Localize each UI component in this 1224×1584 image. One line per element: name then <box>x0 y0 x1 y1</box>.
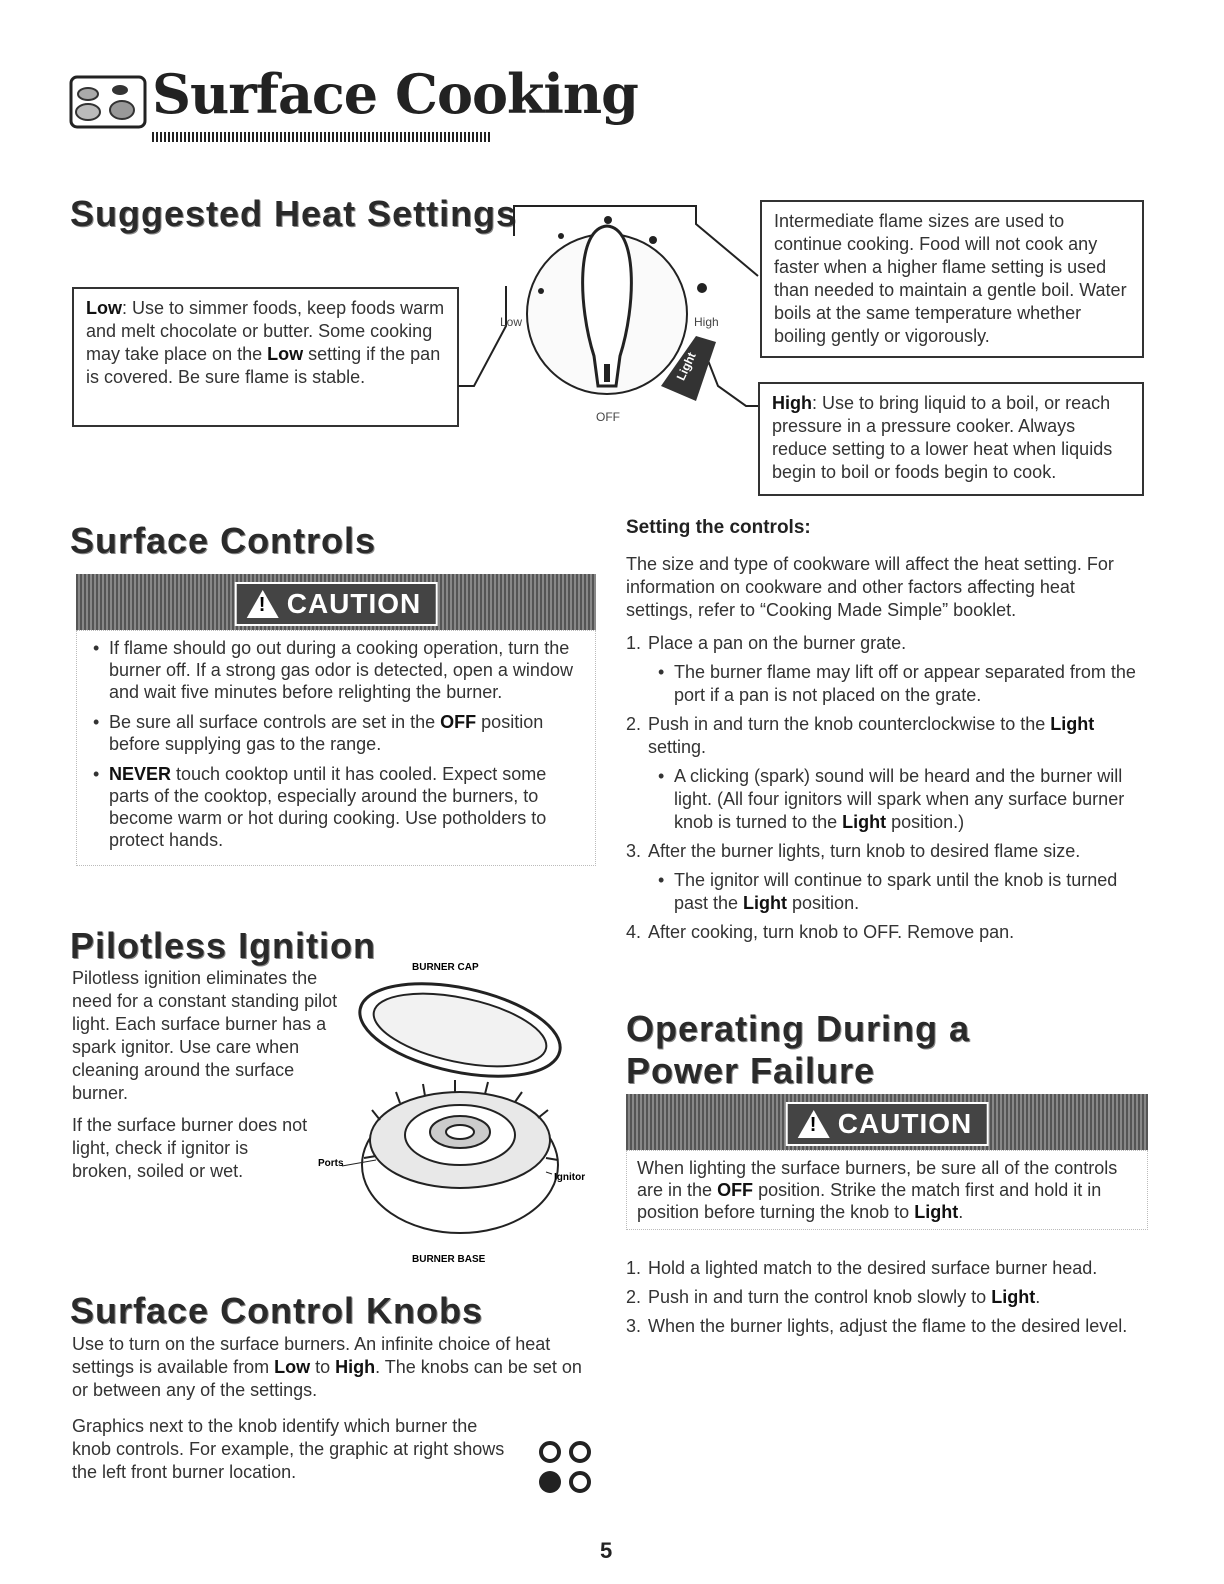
warning-icon: ! <box>247 590 279 618</box>
knob-low-label: Low <box>500 315 523 329</box>
cooktop-icon <box>68 74 148 130</box>
page-number: 5 <box>600 1538 613 1563</box>
high-setting-box <box>758 382 1144 496</box>
step-item: 1. Hold a lighted match to the desired surface burner head. <box>626 1258 1098 1278</box>
power-heading <box>626 1008 970 1092</box>
knobs-p2: Graphics next to the knob identify which burner the knob controls. For example, the graphic at right shows the left front burner location. <box>72 1416 505 1482</box>
step-note: • The burner flame may lift off or appear separated from the port if a pan is not placed on the grate. <box>648 661 1146 707</box>
power-steps <box>626 1257 1146 1344</box>
step-item: 1. Place a pan on the burner grate. • The burner flame may lift off or appear separated from the port if a pan is not placed on the grate. <box>626 632 1146 707</box>
step-item: 4. After cooking, turn knob to OFF. Remove pan. <box>626 922 1015 942</box>
pilotless-heading: Pilotless Ignition <box>70 925 377 966</box>
step-item: 2. Push in and turn the knob counterclockwise to the Light setting. • A clicking (spark) sound will be heard and the burner will light. (All four ignitors will spark when any surface burner knob is turned to the Light position.) <box>626 713 1146 834</box>
burner-cap-label: BURNER CAP <box>412 962 479 973</box>
caution-item: • Be sure all surface controls are set in the OFF position before supplying gas to the range. <box>87 711 585 755</box>
knobs-p1: Use to turn on the surface burners. An infinite choice of heat settings is available from Low to High. The knobs can be set on or between any of the settings. <box>72 1334 582 1400</box>
warning-icon: ! <box>798 1110 830 1138</box>
step-item: 2. Push in and turn the control knob slowly to Light. <box>626 1287 1041 1307</box>
power-heading-line1: Operating During a <box>626 1008 971 1049</box>
low-label: Low <box>86 298 122 318</box>
setting-steps <box>626 632 1146 950</box>
caution-item: • If flame should go out during a cooking operation, turn the burner off. If a strong gas odor is detected, open a window and wait five minutes before relighting the burner. <box>87 637 585 703</box>
heat-heading: Suggested Heat Settings <box>70 193 518 234</box>
header <box>68 74 148 135</box>
caution-banner <box>76 574 596 630</box>
caution-block-power <box>626 1094 1148 1230</box>
step-note: • The ignitor will continue to spark until the knob is turned past the Light position. <box>648 869 1146 915</box>
ports-label: Ports <box>318 1158 344 1169</box>
low-setting-box <box>72 287 459 427</box>
power-heading-line2: Power Failure <box>626 1050 876 1091</box>
burner-location-icon <box>536 1438 600 1498</box>
knobs-heading: Surface Control Knobs <box>70 1290 484 1331</box>
step-note: • A clicking (spark) sound will be heard and the burner will light. (All four ignitors will spark when any surface burner knob is turned to the Light position.) <box>648 765 1146 834</box>
setting-heading: Setting the controls: <box>626 517 811 538</box>
caution-label: CAUTION <box>286 588 422 619</box>
surface-controls-heading: Surface Controls <box>70 520 377 561</box>
step-item: 3. When the burner lights, adjust the flame to the desired level. <box>626 1316 1128 1336</box>
knob-high-label: High <box>694 315 719 329</box>
pilotless-p2: If the surface burner does not light, check if ignitor is broken, soiled or wet. <box>72 1115 308 1181</box>
caution-banner <box>626 1094 1148 1150</box>
intermediate-box: Intermediate flame sizes are used to continue cooking. Food will not cook any faster when a higher flame setting is used than needed to maintain a gentle boil. Water boils at the same temperature whether boiling gently or vigorously. <box>760 200 1144 358</box>
knob-diagram <box>456 196 766 436</box>
pilotless-p1: Pilotless ignition eliminates the need for a constant standing pilot light. Each surface burner has a spark ignitor. Use care when cleaning around the surface burner. <box>72 968 338 1103</box>
caution-text <box>76 630 596 866</box>
burner-base-label: BURNER BASE <box>412 1254 486 1265</box>
high-text: : Use to bring liquid to a boil, or reach pressure in a pressure cooker. Always reduce setting to a lower heat when liquids begin to boil or foods begin to cook. <box>772 393 1113 482</box>
page-title: Surface Cooking <box>152 62 638 126</box>
burner-diagram <box>310 960 600 1270</box>
knob-off-label: OFF <box>596 410 620 424</box>
caution-item: • NEVER touch cooktop until it has cooled. Expect some parts of the cooktop, especially around the burners, to become warm or hot during cooking. Use potholders to protect hands. <box>87 763 585 851</box>
step-item: 3. After the burner lights, turn knob to desired flame size. • The ignitor will continue to spark until the knob is turned past the Light position. <box>626 840 1146 915</box>
low-text2: setting if the pan is covered. Be sure flame is stable. <box>86 344 441 387</box>
ignitor-label: Ignitor <box>554 1172 586 1183</box>
low-bold: Low <box>267 344 304 364</box>
caution-label: CAUTION <box>837 1108 973 1139</box>
knob-light-label: Light <box>673 350 699 383</box>
low-text: : Use to simmer foods, keep foods warm and melt chocolate or butter. Some cooking may take place on the <box>86 298 445 364</box>
power-caution-text: When lighting the surface burners, be sure all of the controls are in the OFF position. Strike the match first and hold it in position before turning the knob to Light. <box>626 1150 1148 1230</box>
title-underline <box>152 132 492 142</box>
caution-block-controls <box>76 574 596 866</box>
setting-intro: The size and type of cookware will affect the heat setting. For information on cookware and other factors affecting heat settings, refer to “Cooking Made Simple” booklet. <box>626 554 1114 620</box>
high-label: High <box>772 393 812 413</box>
